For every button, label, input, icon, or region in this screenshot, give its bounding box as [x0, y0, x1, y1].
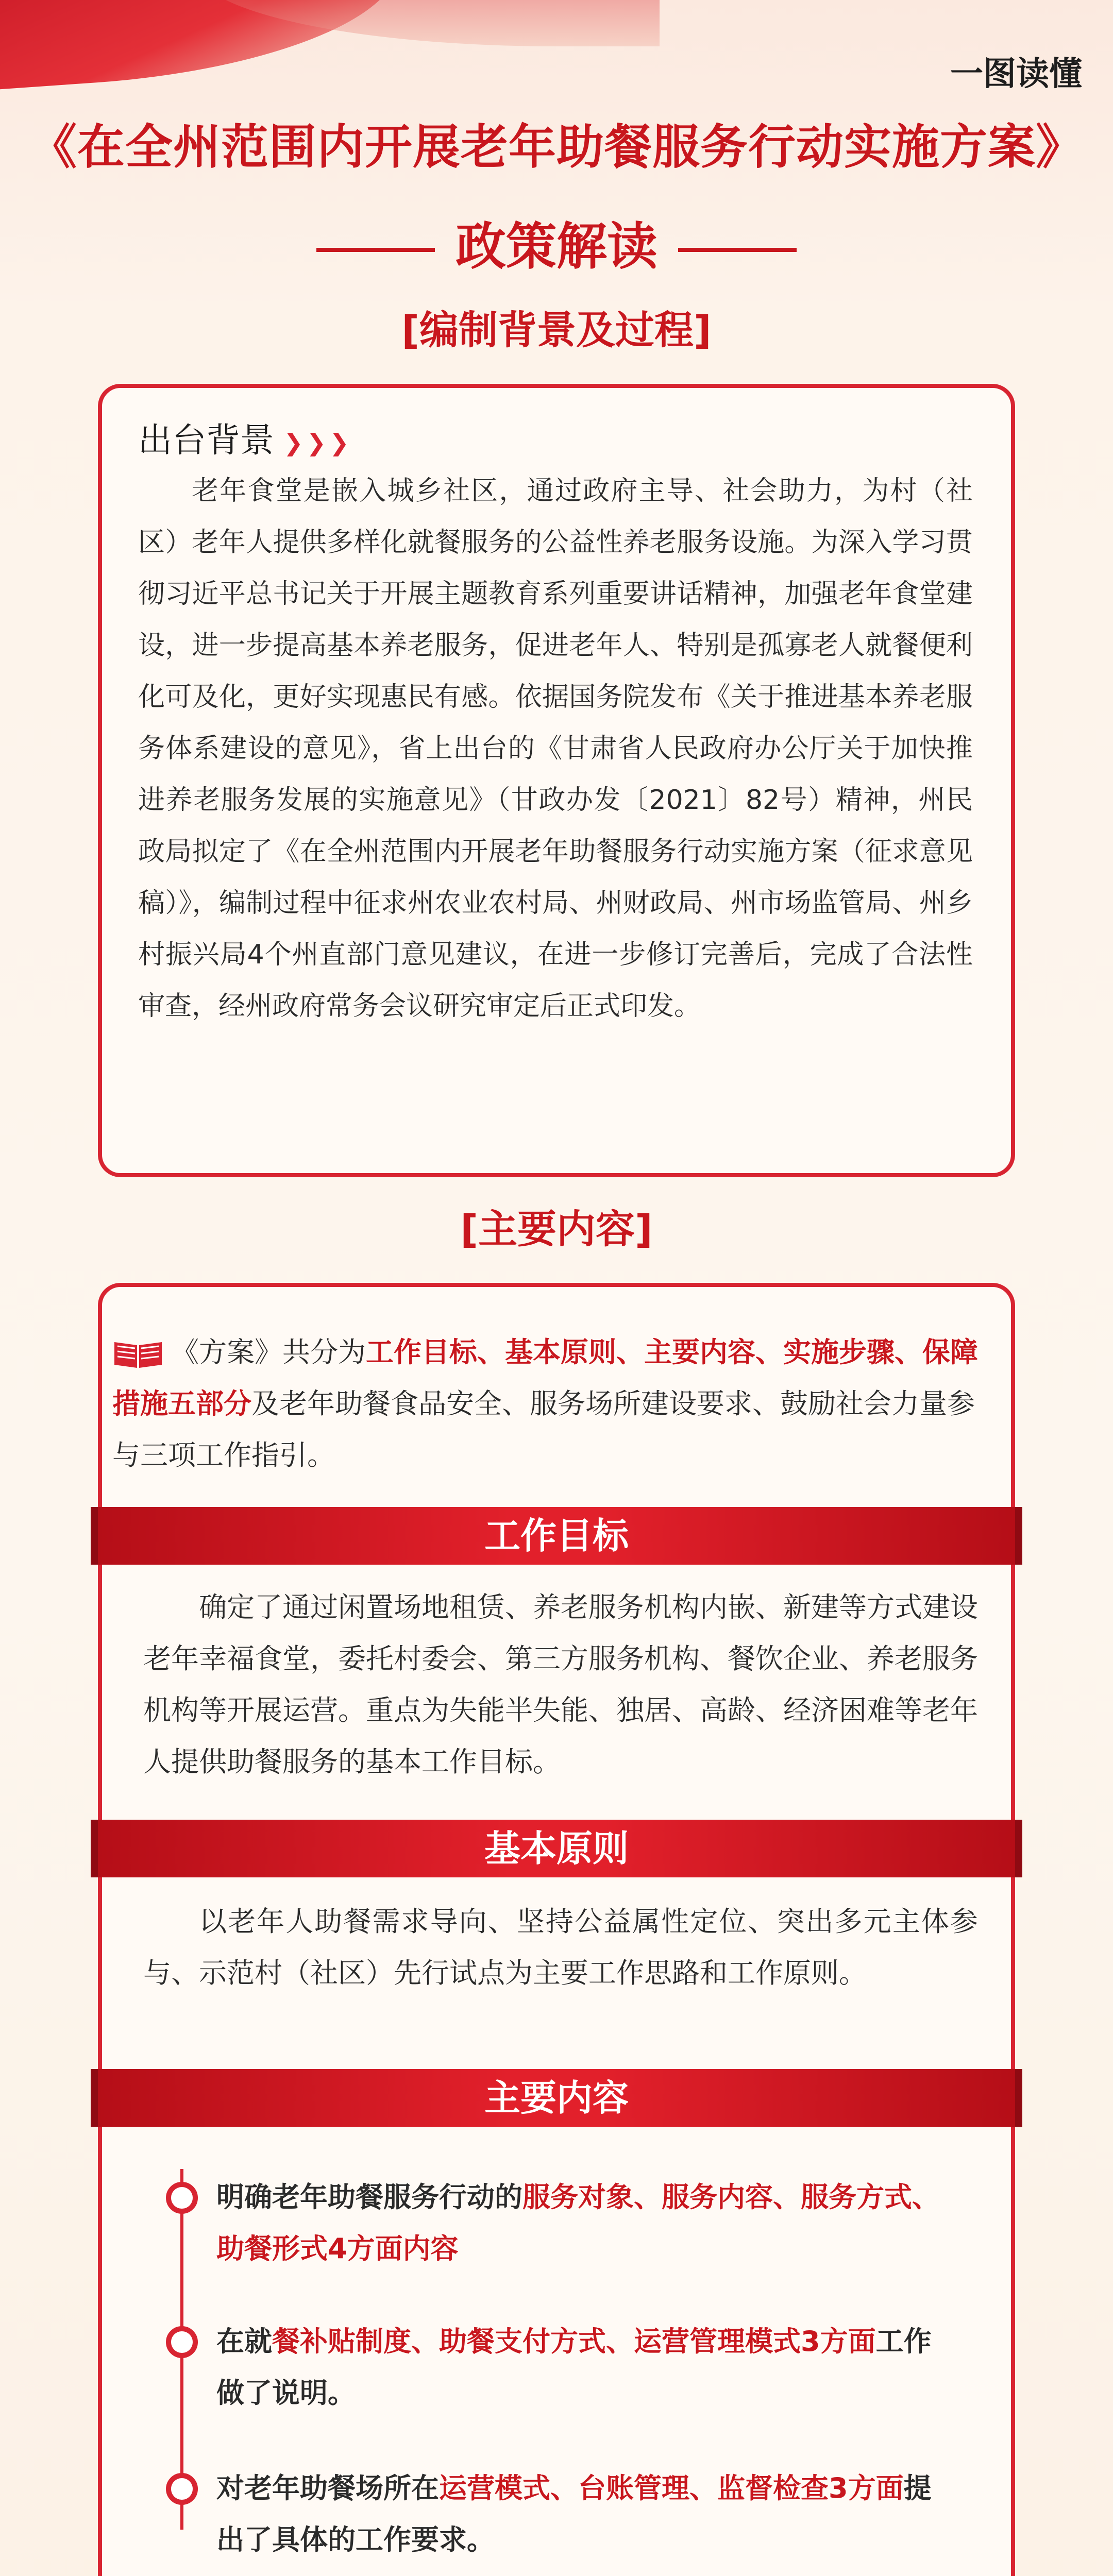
item-text: 提出了具体的工作要求。 — [216, 2472, 932, 2556]
background-card — [98, 384, 1015, 1177]
bar-left-wing — [91, 2069, 98, 2127]
timeline-bullet — [166, 2473, 198, 2505]
intro-bold: 工作目标、基本原则、主要内容、实施步骤、保障措施五部分 — [112, 1336, 978, 1420]
bar-work-goal — [98, 1507, 1015, 1565]
bar-right-wing — [1015, 2069, 1022, 2127]
bar-basic-principle-label: 基本原则 — [484, 1827, 629, 1870]
timeline-bullet — [166, 2326, 198, 2358]
bar-left-wing — [91, 1820, 98, 1877]
subtitle-text: 政策解读 — [455, 217, 657, 276]
corner-label: 一图读懂 — [950, 55, 1082, 93]
page-title: 《在全州范围内开展老年助餐服务行动实施方案》 — [29, 120, 1084, 175]
main-content-item-2 — [216, 2316, 953, 2419]
item-text: 明确老年助餐服务行动的 — [216, 2181, 522, 2213]
bar-main-content — [98, 2069, 1015, 2127]
background-card-title — [138, 413, 352, 462]
bar-basic-principle — [98, 1820, 1015, 1877]
bar-left-wing — [91, 1507, 98, 1565]
item-bold: 服务对象、服务内容、服务方式、助餐形式4方面内容 — [216, 2181, 940, 2265]
goal-text: 确定了通过闲置场地租赁、养老服务机构内嵌、新建等方式建设老年幸福食堂，委托村委会、第三方服务机构、餐饮企业、养老服务机构等开展运营。重点为失能半失能、独居、高龄、经济困难等老年人提供助餐服务的基本工作目标。 — [143, 1591, 978, 1778]
bar-work-goal-label: 工作目标 — [484, 1515, 629, 1557]
section-heading-background: [编制背景及过程] — [401, 307, 712, 353]
main-content-item-3 — [216, 2463, 953, 2566]
section-heading-main-content: [主要内容] — [460, 1206, 653, 1252]
item-text: 在就 — [216, 2325, 272, 2358]
intro-paragraph — [112, 1327, 988, 1481]
page-subtitle — [0, 206, 1113, 279]
triple-arrow-icon: ❯❯❯ — [283, 428, 352, 456]
bar-main-content-label: 主要内容 — [484, 2077, 629, 2119]
subtitle-right-dash — [678, 248, 797, 252]
intro-text-1: 《方案》共分为 — [171, 1336, 366, 1368]
intro-text-2: 及老年助餐食品安全、服务场所建设要求、鼓励社会力量参与三项工作指引。 — [112, 1387, 975, 1471]
item-text: 工作做了说明。 — [216, 2325, 932, 2409]
item-bold: 运营模式、台账管理、监督检查3方面 — [439, 2472, 904, 2504]
item-bold: 餐补贴制度、助餐支付方式、运营管理模式3方面 — [272, 2325, 876, 2358]
bar-right-wing — [1015, 1820, 1022, 1877]
bar-right-wing — [1015, 1507, 1022, 1565]
background-title-text: 出台背景 — [138, 420, 274, 460]
subtitle-left-dash — [316, 248, 435, 252]
timeline-bullet — [166, 2182, 198, 2214]
book-icon — [112, 1339, 164, 1369]
main-content-item-1 — [216, 2172, 953, 2275]
item-text: 对老年助餐场所在 — [216, 2472, 439, 2504]
principle-text: 以老年人助餐需求导向、坚持公益属性定位、突出多元主体参与、示范村（社区）先行试点为主要工作思路和工作原则。 — [143, 1905, 978, 1989]
background-text: 老年食堂是嵌入城乡社区，通过政府主导、社会助力，为村（社区）老年人提供多样化就餐服务的公益性养老服务设施。为深入学习贯彻习近平总书记关于开展主题教育系列重要讲话精神，加强老年食堂建设，进一步提高基本养老服务，促进老年人、特别是孤寡老人就餐便利化可及化，更好实现惠民有感。依据国务院发布《关于推进基本养老服务体系建设的意见》，省上出台的《甘肃省人民政府办公厅关于加快推进养老服务发展的实施意见》（甘政办发〔2021〕82号）精神，州民政局拟定了《在全州范围内开展老年助餐服务行动实施方案（征求意见稿）》，编制过程中征求州农业农村局、州财政局、州市场监管局、州乡村振兴局4个州直部门意见建议，在进一步修订完善后，完成了合法性审查，经州政府常务会议研究审定后正式印发。 — [138, 476, 973, 1022]
